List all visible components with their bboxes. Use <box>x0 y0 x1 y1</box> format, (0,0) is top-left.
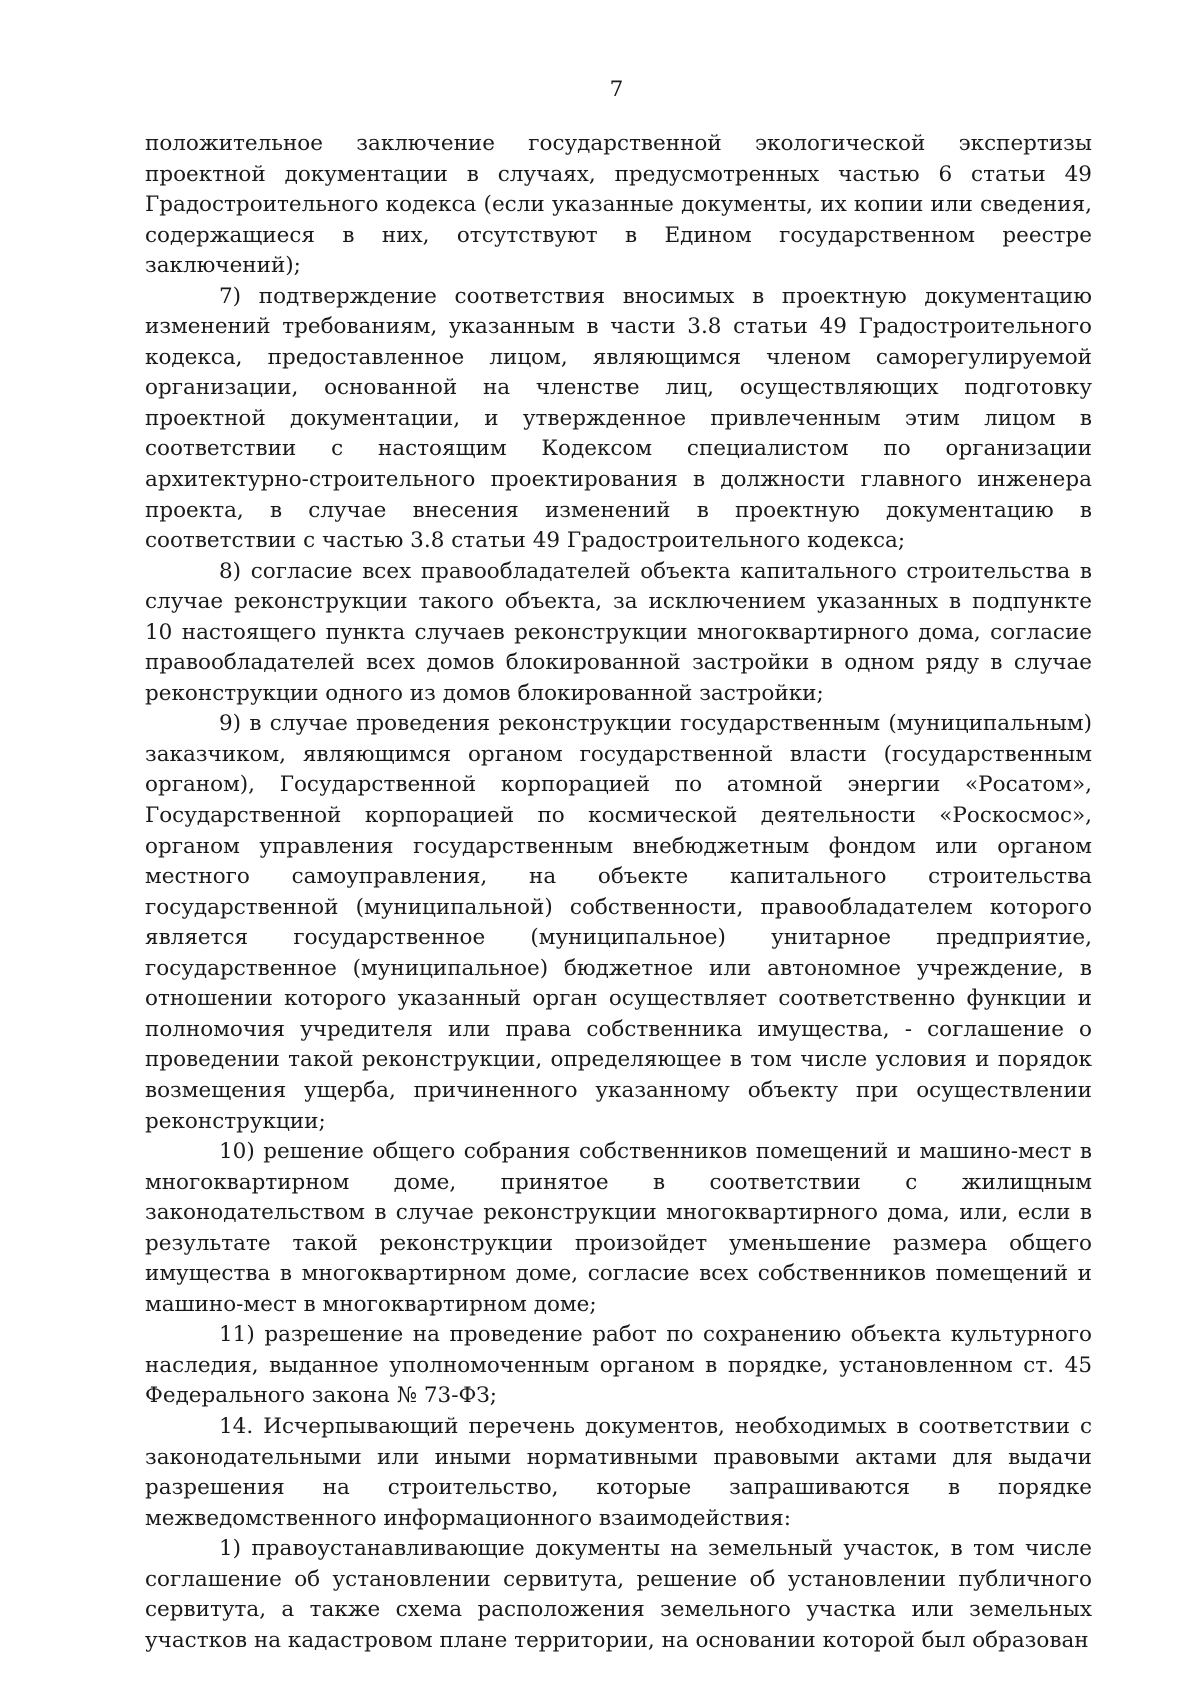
paragraph-item-11: 11) разрешение на проведение работ по сохранению объекта культурного наследия, выданное уполномоченным органом в порядке, установленном ст. 45 Федерального закона № 73-ФЗ; <box>145 1322 1092 1409</box>
paragraph-item-8: 8) согласие всех правообладателей объекта капитального строительства в случае реконструкции такого объекта, за исключением указанных в подпункте 10 настоящего пункта случаев реконструкции многоквартирного дома, согласие правообладателей всех домов блокированной застройки в одном ряду в случае реконструкции одного из домов блокированной застройки; <box>145 558 1092 706</box>
document-body <box>145 129 1092 1656</box>
paragraph-item-9: 9) в случае проведения реконструкции государственным (муниципальным) заказчиком, являющимся органом государственной власти (государственным органом), Государственной корпорацией по атомной энергии «Росатом», Государственной корпорацией по космической деятельности «Роскосмос», органом управления государственным внебюджетным фондом или органом местного самоуправления, на объекте капитального строительства государственной (муниципальной) собственности, правообладателем которого является государственное (муниципальное) унитарное предприятие, государственное (муниципальное) бюджетное или автономное учреждение, в отношении которого указанный орган осуществляет соответственно функции и полномочия учредителя или права собственника имущества, - соглашение о проведении такой реконструкции, определяющее в том числе условия и порядок возмещения ущерба, причиненного указанному объекту при осуществлении реконструкции; <box>145 711 1092 1134</box>
page-number: 7 <box>609 77 624 102</box>
paragraph-item-7: 7) подтверждение соответствия вносимых в проектную документацию изменений требованиям, указанным в части 3.8 статьи 49 Градостроительного кодекса, предоставленное лицом, являющимся членом саморегулируемой организации, основанной на членстве лиц, осуществляющих подготовку проектной документации, и утвержденное привлеченным этим лицом в соответствии с настоящим Кодексом специалистом по организации архитектурно-строительного проектирования в должности главного инженера проекта, в случае внесения изменений в проектную документацию в соответствии с частью 3.8 статьи 49 Градостроительного кодекса; <box>145 283 1092 554</box>
paragraph-continuation: положительное заключение государственной экологической экспертизы проектной документации в случаях, предусмотренных частью 6 статьи 49 Градостроительного кодекса (если указанные документы, их копии или сведения, содержащиеся в них, отсутствуют в Едином государственном реестре заключений); <box>145 131 1092 279</box>
paragraph-item-1: 1) правоустанавливающие документы на земельный участок, в том числе соглашение об установлении сервитута, решение об установлении публичного сервитута, а также схема расположения земельного участка или земельных участков на кадастровом плане территории, на основании которой был образован <box>145 1536 1092 1653</box>
paragraph-section-14: 14. Исчерпывающий перечень документов, необходимых в соответствии с законодательными или иными нормативными правовыми актами для выдачи разрешения на строительство, которые запрашиваются в порядке межведомственного информационного взаимодействия: <box>145 1413 1092 1531</box>
paragraph-item-10: 10) решение общего собрания собственников помещений и машино-мест в многоквартирном доме, принятое в соответствии с жилищным законодательством в случае реконструкции многоквартирного дома, или, если в результате такой реконструкции произойдет уменьшение размера общего имущества в многоквартирном доме, согласие всех собственников помещений и машино-мест в многоквартирном доме; <box>145 1139 1092 1317</box>
